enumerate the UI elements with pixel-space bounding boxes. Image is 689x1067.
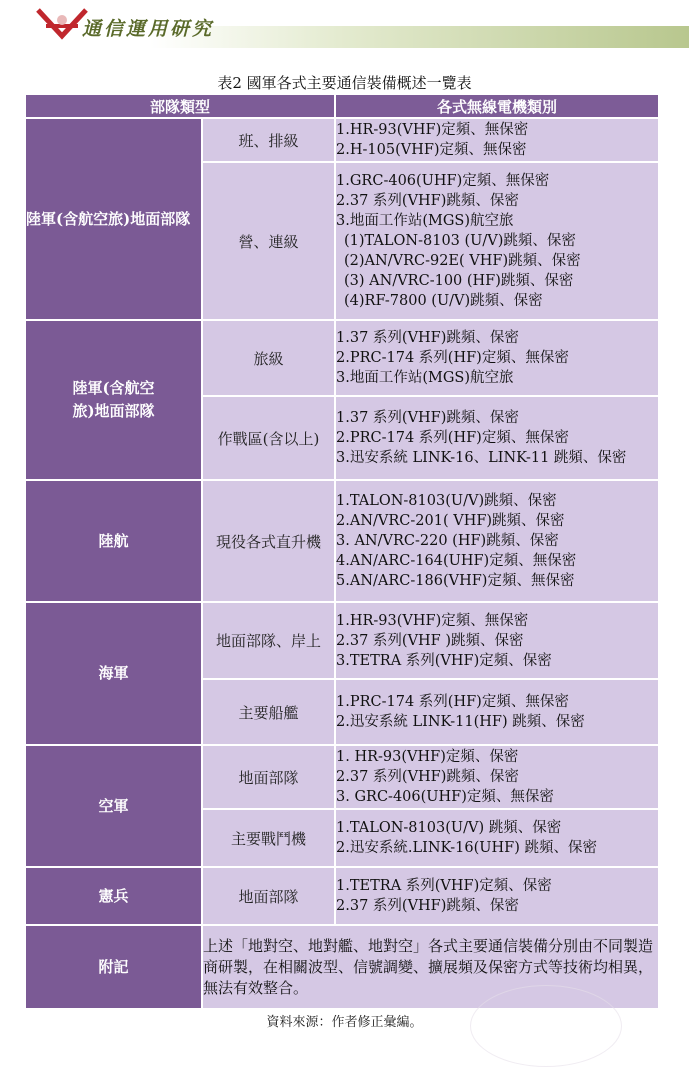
equip-line: 3.TETRA 系列(VHF)定頻、保密 [336, 652, 552, 669]
level-cell: 地面部隊 [202, 867, 335, 925]
equip-line: 2.PRC-174 系列(HF)定頻、無保密 [336, 430, 569, 446]
table-row [25, 480, 659, 602]
table-row [25, 118, 659, 162]
header-band [150, 26, 689, 48]
equip-line: 1.PRC-174 系列(HF)定頻、無保密 [336, 694, 569, 710]
equip-line: (2)AN/VRC-92E( VHF)跳頻、保密 [344, 253, 581, 269]
equip-line: (3) AN/VRC-100 (HF)跳頻、保密 [344, 273, 574, 289]
unit-cell: 海軍 [25, 602, 202, 745]
equip-cell [335, 162, 659, 320]
level-cell: 地面部隊、岸上 [202, 602, 335, 679]
equip-line: 3.迅安系統 LINK-16、LINK-11 跳頻、保密 [336, 450, 627, 466]
source-note: 資料來源：作者修正彙編。 [266, 1015, 423, 1030]
header-unit-type: 部隊類型 [25, 94, 335, 118]
equip-cell [335, 602, 659, 679]
table-row [25, 867, 659, 925]
level-cell: 地面部隊 [202, 745, 335, 809]
unit-cell: 陸軍(含航空旅)地面部隊 [25, 320, 202, 480]
equip-cell [335, 396, 659, 480]
equip-line: 1.GRC-406(UHF)定頻、無保密 [336, 173, 550, 189]
equip-line: 1.TALON-8103(U/V) 跳頻、保密 [336, 820, 562, 836]
unit-cell: 空軍 [25, 745, 202, 867]
equip-line: 2.H-105(VHF)定頻、無保密 [336, 142, 527, 158]
equip-line: 2.PRC-174 系列(HF)定頻、無保密 [336, 350, 569, 366]
table-header-row [25, 94, 659, 118]
equip-line: (4)RF-7800 (U/V)跳頻、保密 [344, 293, 543, 309]
equip-line: 2.AN/VRC-201( VHF)跳頻、保密 [336, 513, 565, 529]
level-cell: 主要戰鬥機 [202, 809, 335, 867]
equipment-table [24, 93, 660, 1010]
equip-cell [335, 320, 659, 396]
header-title: 通信運用研究 [82, 18, 215, 40]
equip-line: 5.AN/ARC-186(VHF)定頻、無保密 [336, 573, 575, 589]
level-cell: 主要船艦 [202, 679, 335, 745]
level-cell: 現役各式直升機 [202, 480, 335, 602]
equip-line: 1.TALON-8103(U/V)跳頻、保密 [336, 493, 557, 509]
equip-cell [335, 679, 659, 745]
unit-cell: 陸軍(含航空旅)地面部隊 [25, 118, 202, 320]
equip-line: (1)TALON-8103 (U/V)跳頻、保密 [344, 233, 576, 249]
equip-line: 3.地面工作站(MGS)航空旅 [336, 213, 514, 229]
equip-line: 1.37 系列(VHF)跳頻、保密 [336, 330, 519, 346]
equip-line: 2.37 系列(VHF)跳頻、保密 [336, 769, 519, 785]
equip-cell [335, 745, 659, 809]
equip-line: 1.TETRA 系列(VHF)定頻、保密 [336, 878, 552, 894]
equip-line: 3. AN/VRC-220 (HF)跳頻、保密 [336, 533, 559, 549]
equip-cell [335, 809, 659, 867]
equip-line: 2.迅安系統.LINK-16(UHF) 跳頻、保密 [336, 840, 597, 856]
equip-line: 3. GRC-406(UHF)定頻、無保密 [336, 789, 554, 805]
header-radio-type: 各式無線電機類別 [335, 94, 659, 118]
equip-line: 3.地面工作站(MGS)航空旅 [336, 370, 514, 386]
equip-cell [335, 867, 659, 925]
table-row [25, 602, 659, 679]
header-banner [0, 0, 689, 58]
table-caption: 表2 國軍各式主要通信裝備概述一覽表 [217, 74, 472, 92]
equip-line: 1.HR-93(VHF)定頻、無保密 [336, 122, 529, 138]
note-label: 附記 [25, 925, 202, 1009]
note-text: 上述「地對空、地對艦、地對空」各式主要通信裝備分別由不同製造商研製，在相關波型、信號調變、擴展頻及保密方式等技術均相異，無法有效整合。 [202, 925, 659, 1009]
unit-cell: 陸航 [25, 480, 202, 602]
equip-line: 2.迅安系統 LINK-11(HF) 跳頻、保密 [336, 714, 585, 730]
equip-cell [335, 480, 659, 602]
level-cell: 班、排級 [202, 118, 335, 162]
equip-line: 1. HR-93(VHF)定頻、保密 [336, 749, 519, 765]
equip-line: 2.37 系列(VHF )跳頻、保密 [336, 632, 524, 649]
equip-cell [335, 118, 659, 162]
level-cell: 作戰區(含以上) [202, 396, 335, 480]
equip-line: 1.HR-93(VHF)定頻、無保密 [336, 612, 529, 629]
table-row [25, 745, 659, 809]
level-cell: 營、連級 [202, 162, 335, 320]
equip-line: 2.37 系列(VHF)跳頻、保密 [336, 898, 519, 914]
unit-cell: 憲兵 [25, 867, 202, 925]
table-row [25, 320, 659, 396]
equip-line: 1.37 系列(VHF)跳頻、保密 [336, 410, 519, 426]
equip-line: 2.37 系列(VHF)跳頻、保密 [336, 193, 519, 209]
equip-line: 4.AN/ARC-164(UHF)定頻、無保密 [336, 553, 577, 569]
level-cell: 旅級 [202, 320, 335, 396]
